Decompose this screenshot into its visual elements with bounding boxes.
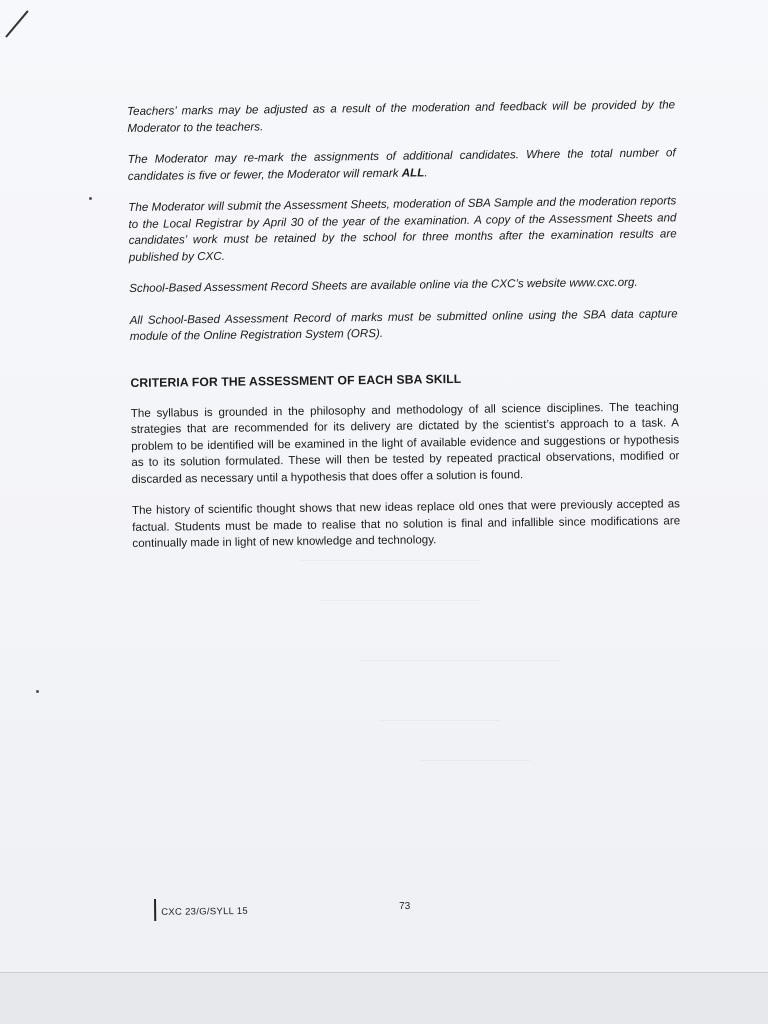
paragraph-syllabus-philosophy: The syllabus is grounded in the philosophy and methodology of all science disciplines. The teaching strategies that are recommended for its delivery are dictated by the scientist’s approach to a task. A problem to be identified will be examined in the light of available evidence and suggestions or hypothesis as to its solution formulated. These will then be tested by repeated practical observations, modified or discarded as necessary until a hypothesis that does offer a solution is found.	[130, 399, 680, 486]
paragraph-scientific-thought: The history of scientific thought shows that new ideas replace old ones that were previously accepted as factual. Students must be made to realise that no solution is final and infallible since modifications are continually made in light of new knowledge and technology.	[131, 497, 681, 550]
paragraph-text: .	[424, 165, 428, 179]
scan-pen-mark	[5, 10, 28, 37]
section-heading: CRITERIA FOR THE ASSESSMENT OF EACH SBA SKILL	[130, 371, 462, 390]
paragraph-ors-submission: All School-Based Assessment Record of marks must be submitted online using the SBA data capture module of the Online Registration System (ORS).	[129, 306, 678, 343]
scan-speck	[36, 690, 39, 693]
paragraph-submit-assessment-sheets: The Moderator will submit the Assessment Sheets, moderation of SBA Sample and the moderation reports to the Local Registrar by April 30 of the year of the examination. A copy of the Assessment Sheets and candidates’ work must be retained by the school for three months after the examination results are published by CXC.	[128, 194, 677, 264]
scanner-background	[0, 973, 768, 1024]
paragraph-text: The Moderator may re-mark the assignments of additional candidates. Where the total number of candidates is five or fewer, the Moderator will remark	[127, 146, 676, 183]
emphasis-all: ALL	[401, 165, 425, 180]
page-footer	[154, 895, 454, 923]
paragraph-record-sheets-online: School-Based Assessment Record Sheets are available online via the CXC’s website www.cxc.org.	[129, 275, 638, 295]
paragraph-remark-candidates	[128, 145, 676, 185]
footer-rule	[154, 899, 156, 921]
page-number: 73	[399, 900, 411, 913]
syllabus-code: CXC 23/G/SYLL 15	[161, 905, 249, 918]
page-content	[127, 97, 681, 567]
paragraph-moderation-feedback: Teachers’ marks may be adjusted as a result of the moderation and feedback will be provided by the Moderator to the teachers.	[127, 98, 676, 135]
scan-speck	[89, 197, 92, 200]
